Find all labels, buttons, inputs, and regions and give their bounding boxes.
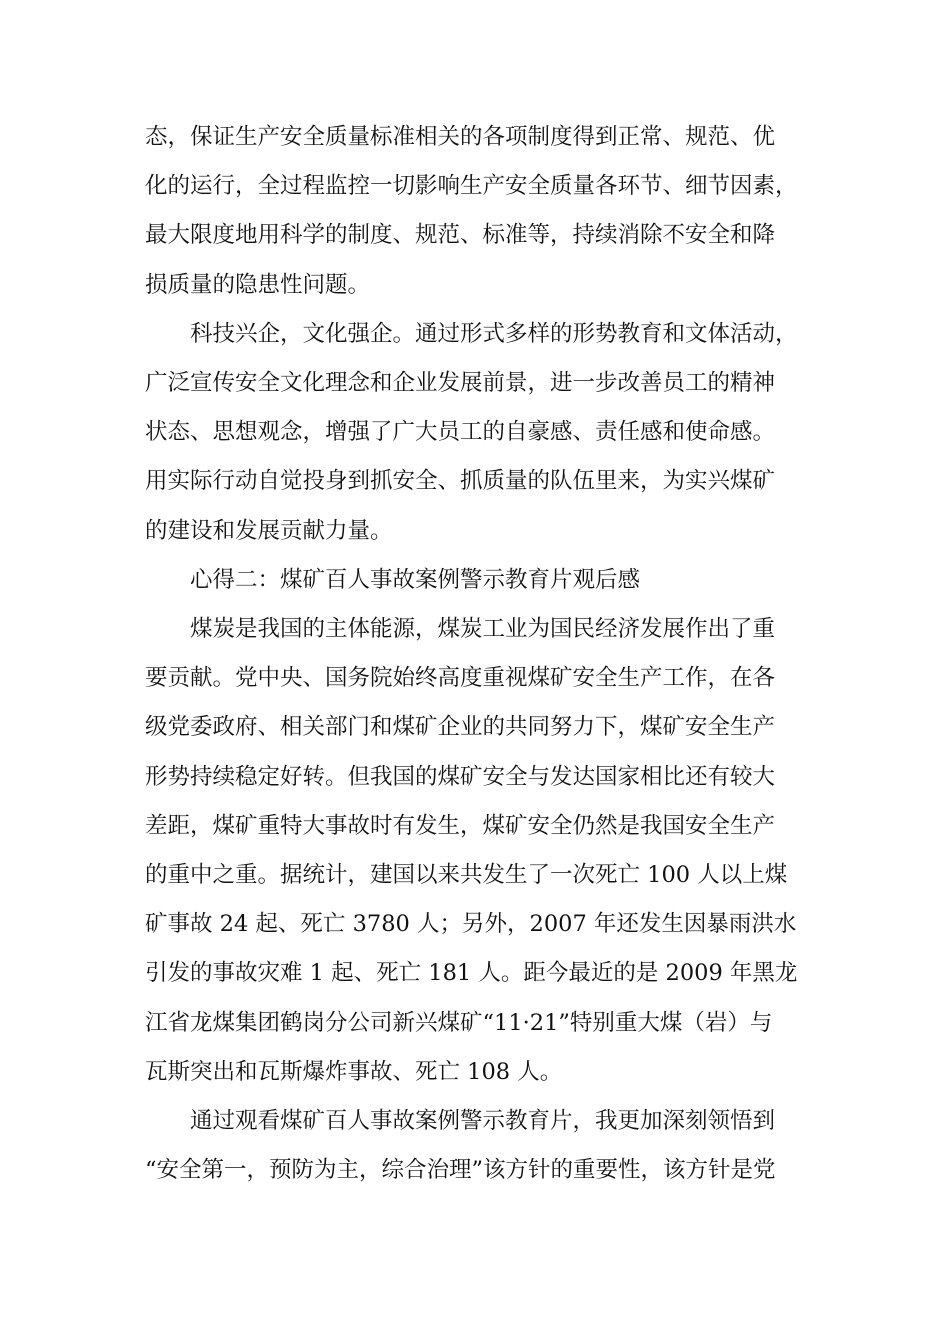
- text-line: 用实际行动自觉投身到抓安全、抓质量的队伍里来，为实兴煤矿: [145, 468, 776, 495]
- paragraph-2: [145, 310, 810, 556]
- text-line: 的建设和发展贡献力量。: [145, 517, 393, 544]
- heading-line: 心得二：煤矿百人事故案例警示教育片观后感: [190, 566, 641, 593]
- text-line: 通过观看煤矿百人事故案例警示教育片，我更加深刻领悟到: [190, 1108, 776, 1135]
- text-line: 广泛宣传安全文化理念和企业发展前景，进一步改善员工的精神: [145, 370, 776, 397]
- text-line: 差距，煤矿重特大事故时有发生，煤矿安全仍然是我国安全生产: [145, 812, 776, 839]
- paragraph-4: [145, 605, 810, 1097]
- text-line: 态，保证生产安全质量标准相关的各项制度得到正常、规范、优: [145, 124, 776, 150]
- text-line: 引发的事故灾难 1 起、死亡 181 人。距今最近的是 2009 年黑龙: [145, 960, 798, 987]
- text-line: 煤炭是我国的主体能源，煤炭工业为国民经济发展作出了重: [190, 616, 776, 643]
- text-line: 损质量的隐患性问题。: [145, 271, 371, 298]
- text-line: 科技兴企，文化强企。通过形式多样的形势教育和文体活动，: [190, 320, 798, 347]
- section-heading: [145, 556, 810, 605]
- paragraph-5: [145, 1097, 810, 1195]
- text-line: 化的运行，全过程监控一切影响生产安全质量各环节、细节因素，: [145, 173, 798, 200]
- text-line: 形势持续稳定好转。但我国的煤矿安全与发达国家相比还有较大: [145, 763, 776, 790]
- text-line: 最大限度地用科学的制度、规范、标准等，持续消除不安全和降: [145, 222, 776, 249]
- text-line: 级党委政府、相关部门和煤矿企业的共同努力下，煤矿安全生产: [145, 714, 776, 741]
- text-line: 瓦斯突出和瓦斯爆炸事故、死亡 108 人。: [145, 1058, 563, 1085]
- text-line: 要贡献。党中央、国务院始终高度重视煤矿安全生产工作，在各: [145, 665, 776, 692]
- paragraph-1: [145, 113, 810, 310]
- document-page: [145, 113, 810, 1195]
- text-line: “安全第一，预防为主，综合治理”该方针的重要性，该方针是党: [145, 1157, 776, 1184]
- text-line: 江省龙煤集团鹤岗分公司新兴煤矿“11·21”特别重大煤（岩）与: [145, 1009, 773, 1036]
- text-line: 矿事故 24 起、死亡 3780 人；另外，2007 年还发生因暴雨洪水: [145, 911, 797, 938]
- text-line: 状态、思想观念，增强了广大员工的自豪感、责任感和使命感。: [145, 419, 776, 446]
- text-line: 的重中之重。据统计，建国以来共发生了一次死亡 100 人以上煤: [145, 862, 788, 889]
